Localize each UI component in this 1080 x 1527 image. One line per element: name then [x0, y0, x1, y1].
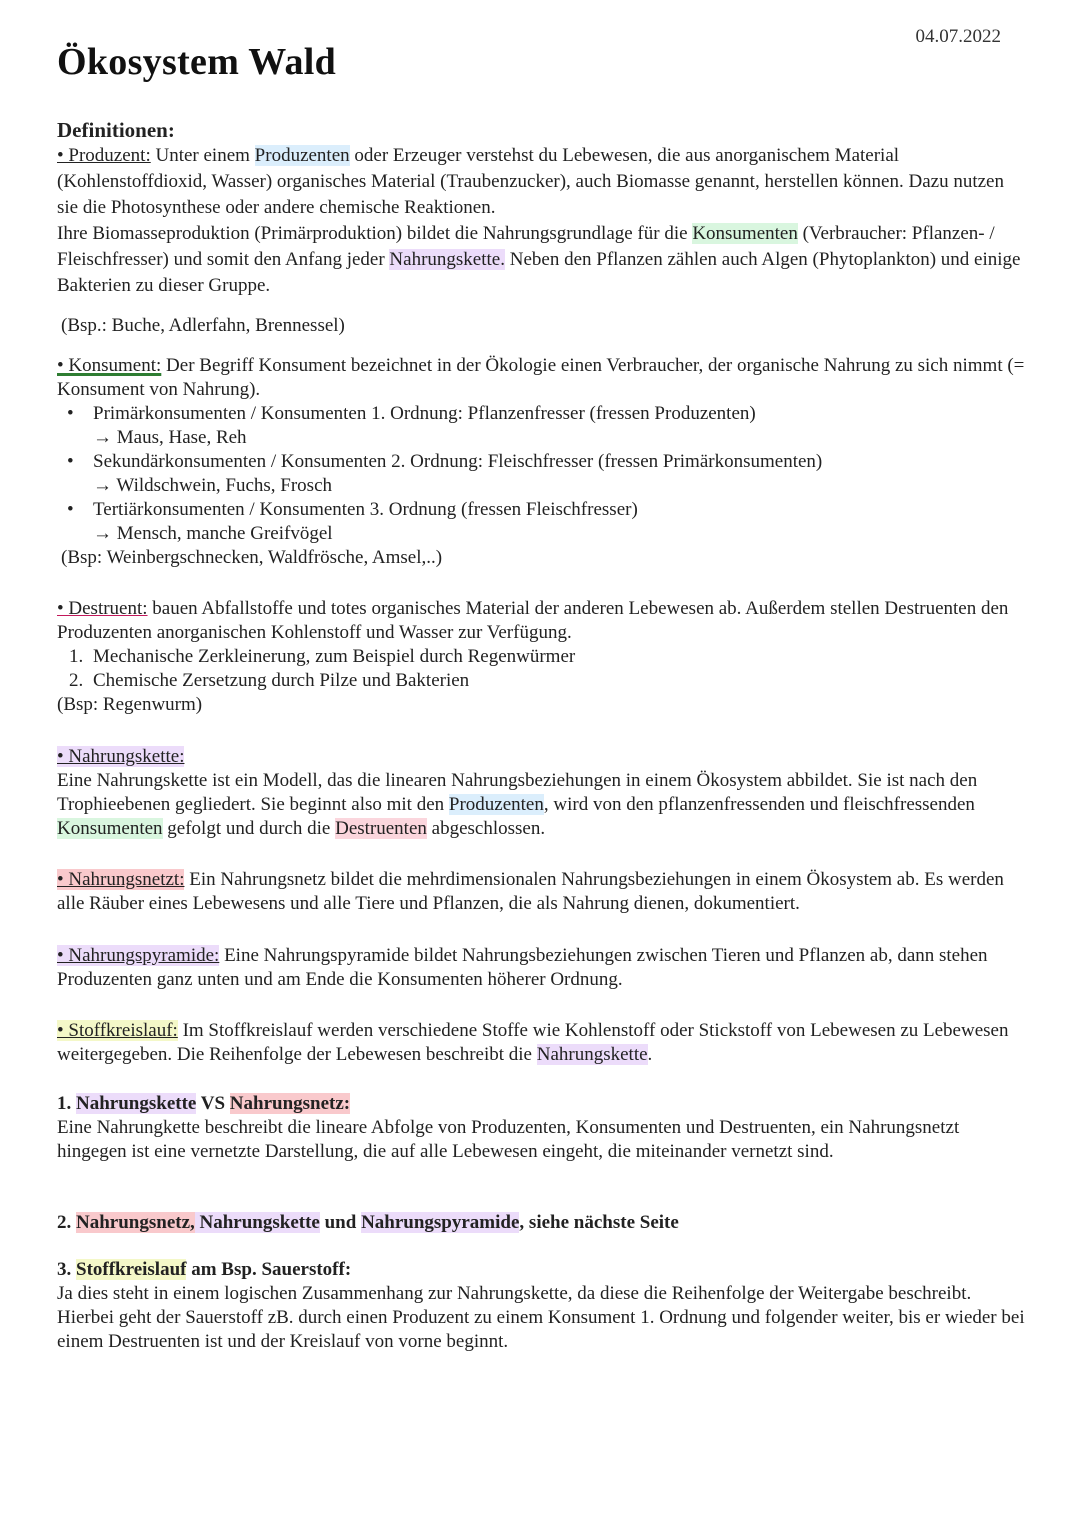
- text: VS: [196, 1093, 230, 1114]
- list-item: [57, 402, 1027, 450]
- konsument-example: (Bsp: Weinbergschnecken, Waldfrösche, Amsel,..): [61, 547, 443, 568]
- text: Neben den Pflanzen zählen auch Algen (Phytoplankton) und einige Bakterien zu dieser Gruppe.: [57, 249, 1021, 296]
- nahrungskette-definition: [57, 769, 1027, 841]
- text: gefolgt und durch die: [162, 818, 336, 839]
- item-text: Tertiärkonsumenten / Konsumenten 3. Ordnung (fressen Fleischfresser): [93, 499, 638, 520]
- destruent-list: [57, 645, 1027, 693]
- keyword-destruenten: Destruenten: [335, 818, 427, 839]
- konsument-list: [57, 402, 1027, 546]
- keyword-nahrungspyramide: Nahrungspyramide: [361, 1212, 520, 1233]
- definitions-heading: Definitionen:: [57, 118, 175, 142]
- text: und: [319, 1212, 362, 1233]
- keyword-nahrungsnetz: Nahrungsnetz:: [229, 1093, 351, 1114]
- nahrungspyramide-label: • Nahrungspyramide:: [57, 945, 220, 966]
- example-text: (Bsp.: Buche, Adlerfahn, Brennessel): [61, 315, 345, 336]
- text: Unter einem: [150, 145, 255, 166]
- nahrungspyramide-section: [57, 944, 1027, 992]
- definitions-section: [57, 117, 1027, 299]
- item-text: Sekundärkonsumenten / Konsumenten 2. Ordnung: Fleischfresser (fressen Primärkonsumenten): [93, 451, 823, 472]
- text: Eine Nahrungskette ist ein Modell, das die linearen Nahrungsbeziehungen in einem Ökosystem abbildet. Sie ist nach den Trophieebenen gegliedert. Sie beginnt also mit den: [57, 770, 978, 815]
- text: oder Erzeuger verstehst du Lebewesen, die aus anorganischem Material (Kohlenstoffdioxid, Wasser) organisches Material (Traubenzucker), auch Biomasse genannt, herstellen können. Dazu nutzen sie die Photosynthese oder andere chemische Reaktionen.: [57, 145, 1004, 218]
- keyword-produzenten: Produzenten: [448, 794, 544, 815]
- destruent-definition: [57, 597, 1027, 645]
- item-number: 2.: [69, 670, 84, 691]
- question-2-heading: [57, 1211, 1027, 1235]
- produzent-definition: [57, 143, 1027, 299]
- konsument-section: [57, 354, 1027, 570]
- text: , wird von den pflanzenfressenden und fleischfressenden: [543, 794, 975, 815]
- question-1-heading: [57, 1092, 1027, 1116]
- nahrungspyramide-definition: [57, 944, 1027, 992]
- nahrungsnetz-section: [57, 868, 1027, 916]
- question-3-heading: [57, 1258, 1027, 1282]
- text: Ein Nahrungsnetz bildet die mehrdimensionalen Nahrungsbeziehungen in einem Ökosystem ab. Es werden alle Räuber eines Lebewesens und alle Tiere und Pflanzen, die als Nahrung dienen, dokumentiert.: [57, 869, 1004, 914]
- question-1: [57, 1092, 1027, 1164]
- bullet: •: [67, 499, 74, 520]
- nahrungsnetz-label: • Nahrungsnetzt:: [57, 869, 185, 890]
- stoffkreislauf-label: • Stoffkreislauf:: [57, 1020, 178, 1041]
- keyword-nahrungskette: Nahrungskette: [194, 1212, 320, 1233]
- keyword-konsumenten: Konsumenten: [692, 223, 798, 244]
- question-2: [57, 1211, 1027, 1235]
- destruent-section: [57, 597, 1027, 717]
- keyword-nahrungskette: Nahrungskette.: [389, 249, 505, 270]
- stoffkreislauf-definition: [57, 1019, 1027, 1067]
- list-item: [57, 450, 1027, 498]
- keyword-nahrungskette: Nahrungskette: [536, 1044, 648, 1065]
- item-text: Mechanische Zerkleinerung, zum Beispiel durch Regenwürmer: [93, 646, 576, 667]
- konsument-definition: [57, 354, 1027, 402]
- list-item: [57, 645, 1027, 669]
- text: bauen Abfallstoffe und totes organisches Material der anderen Lebewesen ab. Außerdem stellen Destruenten den Produzenten anorganischen Kohlenstoff und Wasser zur Verfügung.: [57, 598, 1009, 643]
- item-example: → Mensch, manche Greifvögel: [93, 523, 333, 544]
- bullet: •: [67, 403, 74, 424]
- text: Eine Nahrungspyramide bildet Nahrungsbeziehungen zwischen Tieren und Pflanzen ab, dann stehen Produzenten ganz unten und am Ende die Konsumenten höherer Ordnung.: [57, 945, 988, 990]
- number: 1.: [57, 1093, 76, 1114]
- item-example: → Wildschwein, Fuchs, Frosch: [93, 475, 333, 496]
- keyword-konsumenten: Konsumenten: [57, 818, 163, 839]
- date: 04.07.2022: [915, 26, 1001, 47]
- label-text: • Nahrungskette:: [57, 746, 185, 767]
- destruent-example: (Bsp: Regenwurm): [57, 694, 203, 715]
- text: Der Begriff Konsument bezeichnet in der Ökologie einen Verbraucher, der organische Nahrung zu sich nimmt (= Konsument von Nahrung).: [57, 355, 1025, 400]
- keyword-nahrungsnetz: Nahrungsnetz,: [76, 1212, 195, 1233]
- question-3-answer: Ja dies steht in einem logischen Zusammenhang zur Nahrungskette, da diese die Reihenfolge der Weitergabe beschreibt. Hierbei geht der Sauerstoff zB. durch einen Produzent zu einem Konsument 1. Ordnung und folgender weiter, bis er wieder bei einem Destruenten ist und der Kreislauf von vorne beginnt.: [57, 1283, 1025, 1352]
- page-title: Ökosystem Wald: [57, 41, 337, 83]
- number: 2.: [57, 1212, 76, 1233]
- keyword-nahrungskette: Nahrungskette: [76, 1093, 197, 1114]
- item-text: Chemische Zersetzung durch Pilze und Bakterien: [93, 670, 470, 691]
- number: 3.: [57, 1259, 76, 1280]
- produzent-example: [61, 313, 1031, 339]
- item-example: → Maus, Hase, Reh: [93, 427, 247, 448]
- text: Ihre Biomasseproduktion (Primärproduktion) bildet die Nahrungsgrundlage für die: [57, 223, 693, 244]
- konsument-label: • Konsument:: [57, 355, 162, 376]
- item-number: 1.: [69, 646, 84, 667]
- question-1-answer: Eine Nahrungkette beschreibt die lineare Abfolge von Produzenten, Konsumenten und Destruenten, ein Nahrungsnetzt hingegen ist eine vernetzte Darstellung, die auf alle Lebewesen eingeht, die miteinander vernetzt sind.: [57, 1117, 960, 1162]
- produzent-label: • Produzent:: [57, 145, 151, 166]
- item-text: Primärkonsumenten / Konsumenten 1. Ordnung: Pflanzenfresser (fressen Produzenten): [93, 403, 756, 424]
- bullet: •: [67, 451, 74, 472]
- keyword-stoffkreislauf: Stoffkreislauf: [76, 1259, 187, 1280]
- text: Im Stoffkreislauf werden verschiedene Stoffe wie Kohlenstoff oder Stickstoff von Lebewesen zu Lebewesen weitergegeben. Die Reihenfolge der Lebewesen beschreibt die: [57, 1020, 1009, 1065]
- text: abgeschlossen.: [426, 818, 546, 839]
- text: .: [647, 1044, 653, 1065]
- list-item: [57, 498, 1027, 546]
- text: , siehe nächste Seite: [519, 1212, 679, 1233]
- stoffkreislauf-section: [57, 1019, 1027, 1067]
- text: (Verbraucher: Pflanzen- / Fleischfresser) und somit den Anfang jeder: [57, 223, 995, 270]
- question-3: [57, 1258, 1027, 1354]
- keyword-produzenten: Produzenten: [254, 145, 350, 166]
- destruent-label: • Destruent:: [57, 598, 148, 619]
- nahrungskette-section: [57, 745, 1027, 841]
- text: am Bsp. Sauerstoff:: [186, 1259, 352, 1280]
- nahrungsnetz-definition: [57, 868, 1027, 916]
- nahrungskette-label: [57, 745, 1027, 769]
- list-item: [57, 669, 1027, 693]
